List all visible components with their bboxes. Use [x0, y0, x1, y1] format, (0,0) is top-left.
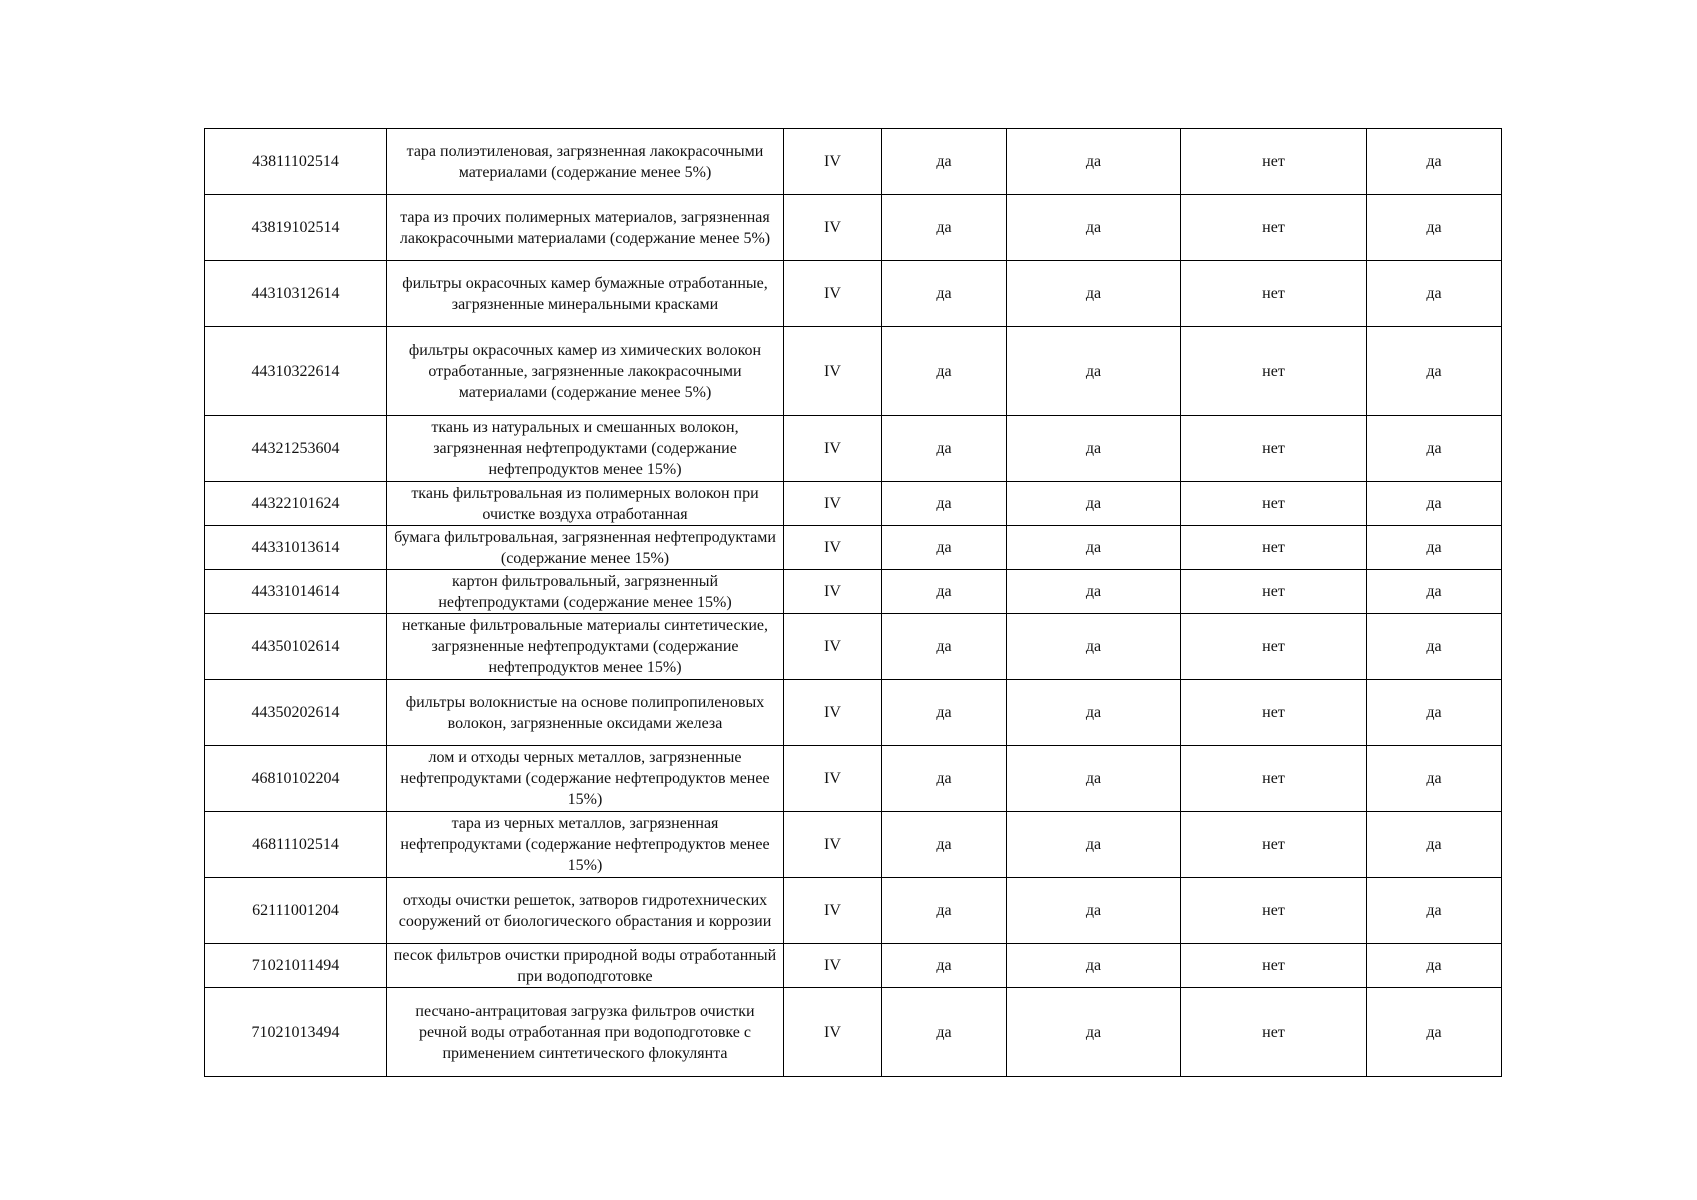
value-cell-col6: нет	[1181, 614, 1367, 680]
waste-code-cell: 44331013614	[205, 526, 387, 570]
value-cell-col7: да	[1367, 526, 1502, 570]
value-cell-col4: да	[882, 812, 1007, 878]
hazard-class-cell: IV	[784, 526, 882, 570]
value-cell-col6: нет	[1181, 327, 1367, 416]
value-cell-col7: да	[1367, 416, 1502, 482]
value-cell-col4: да	[882, 570, 1007, 614]
value-cell-col5: да	[1007, 812, 1181, 878]
value-cell-col7: да	[1367, 614, 1502, 680]
table-row	[205, 195, 1502, 261]
table-row	[205, 944, 1502, 988]
hazard-class-cell: IV	[784, 614, 882, 680]
value-cell-col7: да	[1367, 261, 1502, 327]
waste-code-cell: 44310322614	[205, 327, 387, 416]
value-cell-col4: да	[882, 482, 1007, 526]
value-cell-col4: да	[882, 614, 1007, 680]
table-row	[205, 482, 1502, 526]
hazard-class-cell: IV	[784, 988, 882, 1077]
waste-name-cell: тара из прочих полимерных материалов, загрязненная лакокрасочными материалами (содержание менее 5%)	[387, 195, 784, 261]
waste-code-cell: 46811102514	[205, 812, 387, 878]
hazard-class-cell: IV	[784, 482, 882, 526]
waste-name-cell: отходы очистки решеток, затворов гидротехнических сооружений от биологического обрастания и коррозии	[387, 878, 784, 944]
value-cell-col4: да	[882, 327, 1007, 416]
table-row	[205, 812, 1502, 878]
table-row	[205, 988, 1502, 1077]
value-cell-col4: да	[882, 261, 1007, 327]
table-row	[205, 261, 1502, 327]
value-cell-col4: да	[882, 526, 1007, 570]
waste-code-cell: 46810102204	[205, 746, 387, 812]
waste-code-cell: 44322101624	[205, 482, 387, 526]
waste-code-cell: 43811102514	[205, 129, 387, 195]
waste-code-cell: 44321253604	[205, 416, 387, 482]
value-cell-col6: нет	[1181, 261, 1367, 327]
waste-name-cell: песчано-антрацитовая загрузка фильтров очистки речной воды отработанная при водоподготовке с применением синтетического флокулянта	[387, 988, 784, 1077]
value-cell-col6: нет	[1181, 416, 1367, 482]
waste-name-cell: фильтры волокнистые на основе полипропиленовых волокон, загрязненные оксидами железа	[387, 680, 784, 746]
value-cell-col5: да	[1007, 614, 1181, 680]
value-cell-col6: нет	[1181, 988, 1367, 1077]
value-cell-col4: да	[882, 416, 1007, 482]
waste-name-cell: ткань из натуральных и смешанных волокон, загрязненная нефтепродуктами (содержание нефтепродуктов менее 15%)	[387, 416, 784, 482]
value-cell-col6: нет	[1181, 526, 1367, 570]
waste-name-cell: нетканые фильтровальные материалы синтетические, загрязненные нефтепродуктами (содержание нефтепродуктов менее 15%)	[387, 614, 784, 680]
waste-code-cell: 43819102514	[205, 195, 387, 261]
table-row	[205, 570, 1502, 614]
value-cell-col4: да	[882, 129, 1007, 195]
value-cell-col6: нет	[1181, 482, 1367, 526]
waste-name-cell: бумага фильтровальная, загрязненная нефтепродуктами (содержание менее 15%)	[387, 526, 784, 570]
value-cell-col5: да	[1007, 327, 1181, 416]
table-row	[205, 526, 1502, 570]
value-cell-col5: да	[1007, 261, 1181, 327]
value-cell-col5: да	[1007, 482, 1181, 526]
value-cell-col5: да	[1007, 680, 1181, 746]
waste-code-cell: 71021011494	[205, 944, 387, 988]
waste-name-cell: фильтры окрасочных камер из химических волокон отработанные, загрязненные лакокрасочными материалами (содержание менее 5%)	[387, 327, 784, 416]
waste-name-cell: фильтры окрасочных камер бумажные отработанные, загрязненные минеральными красками	[387, 261, 784, 327]
value-cell-col6: нет	[1181, 680, 1367, 746]
table-row	[205, 327, 1502, 416]
value-cell-col7: да	[1367, 129, 1502, 195]
hazard-class-cell: IV	[784, 746, 882, 812]
hazard-class-cell: IV	[784, 327, 882, 416]
value-cell-col5: да	[1007, 944, 1181, 988]
hazard-class-cell: IV	[784, 570, 882, 614]
value-cell-col5: да	[1007, 526, 1181, 570]
waste-table	[204, 128, 1502, 1077]
table-body	[205, 129, 1502, 1077]
hazard-class-cell: IV	[784, 261, 882, 327]
value-cell-col4: да	[882, 680, 1007, 746]
value-cell-col6: нет	[1181, 570, 1367, 614]
table-row	[205, 878, 1502, 944]
value-cell-col7: да	[1367, 327, 1502, 416]
waste-code-cell: 71021013494	[205, 988, 387, 1077]
waste-name-cell: тара полиэтиленовая, загрязненная лакокрасочными материалами (содержание менее 5%)	[387, 129, 784, 195]
value-cell-col7: да	[1367, 482, 1502, 526]
waste-name-cell: лом и отходы черных металлов, загрязненные нефтепродуктами (содержание нефтепродуктов менее 15%)	[387, 746, 784, 812]
value-cell-col7: да	[1367, 878, 1502, 944]
value-cell-col7: да	[1367, 812, 1502, 878]
value-cell-col5: да	[1007, 416, 1181, 482]
value-cell-col5: да	[1007, 570, 1181, 614]
waste-code-cell: 44350102614	[205, 614, 387, 680]
waste-code-cell: 44310312614	[205, 261, 387, 327]
table-row	[205, 746, 1502, 812]
value-cell-col7: да	[1367, 680, 1502, 746]
value-cell-col4: да	[882, 988, 1007, 1077]
value-cell-col4: да	[882, 746, 1007, 812]
table-row	[205, 614, 1502, 680]
value-cell-col7: да	[1367, 195, 1502, 261]
hazard-class-cell: IV	[784, 195, 882, 261]
value-cell-col4: да	[882, 878, 1007, 944]
value-cell-col6: нет	[1181, 746, 1367, 812]
waste-name-cell: ткань фильтровальная из полимерных волокон при очистке воздуха отработанная	[387, 482, 784, 526]
waste-name-cell: песок фильтров очистки природной воды отработанный при водоподготовке	[387, 944, 784, 988]
waste-code-cell: 44350202614	[205, 680, 387, 746]
hazard-class-cell: IV	[784, 680, 882, 746]
value-cell-col5: да	[1007, 988, 1181, 1077]
waste-name-cell: картон фильтровальный, загрязненный нефтепродуктами (содержание менее 15%)	[387, 570, 784, 614]
value-cell-col5: да	[1007, 878, 1181, 944]
value-cell-col6: нет	[1181, 944, 1367, 988]
value-cell-col4: да	[882, 195, 1007, 261]
waste-code-cell: 62111001204	[205, 878, 387, 944]
table-row	[205, 129, 1502, 195]
value-cell-col7: да	[1367, 746, 1502, 812]
value-cell-col7: да	[1367, 570, 1502, 614]
value-cell-col7: да	[1367, 988, 1502, 1077]
value-cell-col6: нет	[1181, 812, 1367, 878]
value-cell-col6: нет	[1181, 878, 1367, 944]
hazard-class-cell: IV	[784, 129, 882, 195]
value-cell-col6: нет	[1181, 195, 1367, 261]
value-cell-col6: нет	[1181, 129, 1367, 195]
value-cell-col5: да	[1007, 195, 1181, 261]
table-row	[205, 680, 1502, 746]
hazard-class-cell: IV	[784, 416, 882, 482]
value-cell-col5: да	[1007, 746, 1181, 812]
table-row	[205, 416, 1502, 482]
hazard-class-cell: IV	[784, 878, 882, 944]
value-cell-col4: да	[882, 944, 1007, 988]
waste-name-cell: тара из черных металлов, загрязненная нефтепродуктами (содержание нефтепродуктов менее 15%)	[387, 812, 784, 878]
value-cell-col5: да	[1007, 129, 1181, 195]
value-cell-col7: да	[1367, 944, 1502, 988]
hazard-class-cell: IV	[784, 812, 882, 878]
hazard-class-cell: IV	[784, 944, 882, 988]
waste-code-cell: 44331014614	[205, 570, 387, 614]
